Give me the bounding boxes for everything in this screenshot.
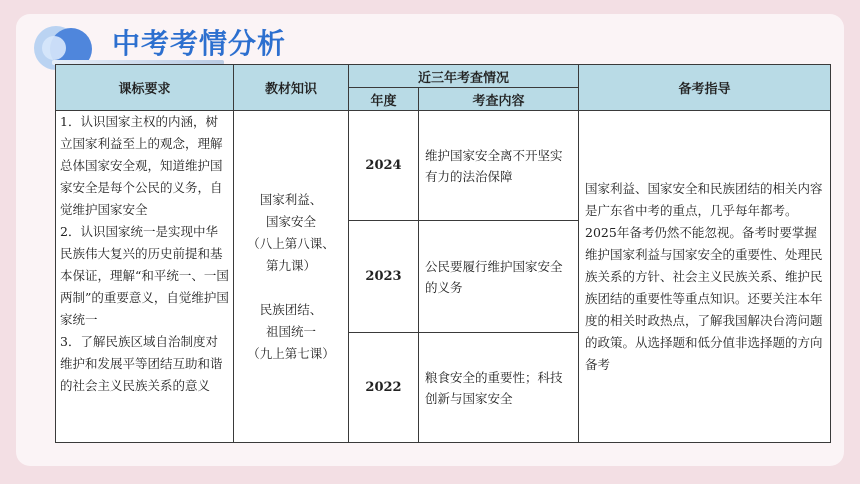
content-cell: 粮食安全的重要性；科技创新与国家安全: [419, 333, 579, 443]
knowledge-cell: 国家利益、 国家安全 （八上第八课、 第九课） 民族团结、 祖国统一 （九上第七课）: [234, 111, 349, 443]
content-cell: 公民要履行维护国家安全的义务: [419, 221, 579, 333]
page-title: 中考考情分析: [112, 27, 287, 60]
header-exam-group: 近三年考查情况: [349, 65, 579, 88]
year-cell: 2023: [349, 221, 419, 333]
header-content: 考查内容: [419, 88, 579, 111]
year-cell: 2024: [349, 111, 419, 221]
header-knowledge: 教材知识: [234, 65, 349, 111]
guidance-cell: 国家利益、国家安全和民族团结的相关内容是广东省中考的重点，几乎每年都考。2025年备考仍然不能忽视。备考时要掌握维护国家利益与国家安全的重要性、处理民族关系的方针、社会主义民族关系、维护民族团结的重要性等重点知识。还要关注本年度的相关时政热点，了解我国解决台湾问题的政策。从选择题和低分值非选择题的方向备考: [579, 111, 831, 443]
requirement-cell: 1．认识国家主权的内涵，树立国家利益至上的观念，理解总体国家安全观，知道维护国家安全是每个公民的义务，自觉维护国家安全 2．认识国家统一是实现中华民族伟大复兴的历史前提和基本保证，理解“和平统一、一国两制”的重要意义，自觉维护国家统一 3．了解民族区域自治制度对维护和发展平等团结互助和谐的社会主义民族关系的意义: [56, 111, 234, 443]
content-cell: 维护国家安全离不开坚实有力的法治保障: [419, 111, 579, 221]
header-year: 年度: [349, 88, 419, 111]
exam-analysis-table: [55, 64, 831, 443]
header-guidance: 备考指导: [579, 65, 831, 111]
year-cell: 2022: [349, 333, 419, 443]
header-requirement: 课标要求: [56, 65, 234, 111]
